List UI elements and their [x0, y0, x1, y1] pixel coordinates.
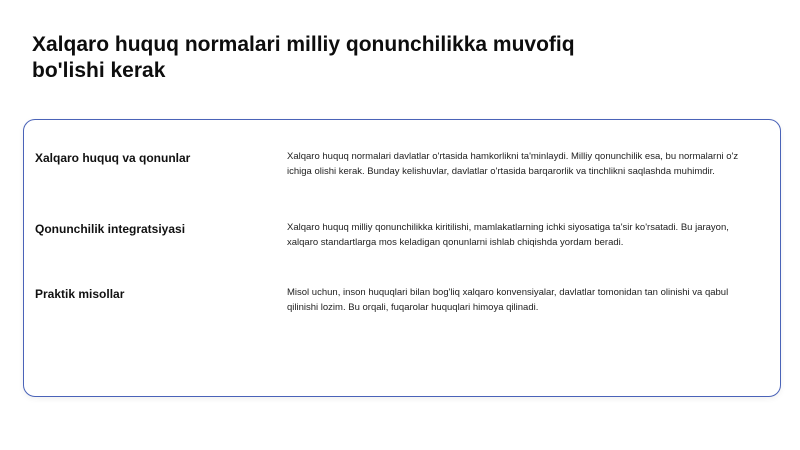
row-heading: Praktik misollar — [35, 287, 125, 301]
slide-title: Xalqaro huquq normalari milliy qonunchilikka muvofiq bo'lishi kerak — [32, 33, 575, 82]
row-heading: Qonunchilik integratsiyasi — [35, 222, 186, 236]
row-heading: Xalqaro huquq va qonunlar — [35, 151, 191, 165]
row-text: Misol uchun, inson huquqlari bilan bog'liq xalqaro konvensiyalar, davlatlar tomonidan tan olinishi va qabul qilinishi lozim. Bu orqali, fuqarolar huquqlari himoya qilinadi. — [287, 287, 729, 313]
row-text: Xalqaro huquq milliy qonunchilikka kiritilishi, mamlakatlarning ichki siyosatiga ta'sir ko'rsatadi. Bu jarayon, xalqaro standartlarga mos keladigan qonunlarni ishlab chiqishda yordam beradi. — [287, 222, 729, 248]
content-card — [23, 119, 781, 397]
row-text: Xalqaro huquq normalari davlatlar o'rtasida hamkorlikni ta'minlaydi. Milliy qonunchilik esa, bu normalarni o'z ichiga olishi kerak. Bunday kelishuvlar, davlatlar o'rtasida barqarorlik va tinchlikni saqlashda muhimdir. — [287, 151, 739, 177]
